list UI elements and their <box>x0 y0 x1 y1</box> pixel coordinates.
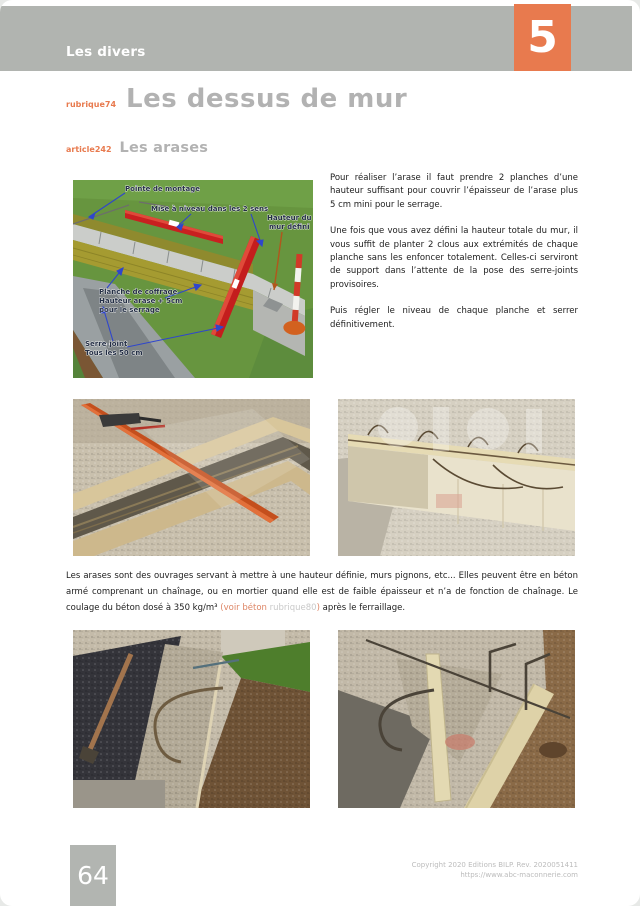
description-text-before: Les arases sont des ouvrages servant à mettre à une hauteur définie, murs pignons, etc... Elles peuvent être en béton armé comprenant un chaînage, ou en mortier quand elle est de faible épaisseur et n’a de fonction de chaînage. Le coulage du béton dosé à 350 kg/m³ <box>66 571 578 613</box>
rubrique-ref-label: rubrique74 <box>66 100 117 109</box>
article-title: Les arases <box>119 140 209 156</box>
diagram-label-hauteur-line1: Hauteur du <box>267 214 312 222</box>
arase-formwork-diagram <box>73 180 313 378</box>
rubrique80-ref: rubrique80 <box>269 603 317 613</box>
diagram-label-planche-line3: pour le serrage <box>99 306 160 314</box>
intro-paragraph-1: Pour réaliser l’arase il faut prendre 2 planches d’une hauteur suffisant pour couvrir l’épaisseur de l’arase plus 5 cm mini pour le serrage. <box>330 173 578 210</box>
footer-text <box>412 861 578 880</box>
photo-fresh-concrete-arase <box>73 630 310 808</box>
photo-formwork-with-level <box>73 399 310 556</box>
rubrique-heading-row <box>66 84 407 114</box>
intro-paragraph-2: Une fois que vous avez défini la hauteur totale du mur, il vous suffit de planter 2 clous aux extrémités de chaque planche sans les enfoncer totalement. Celles-ci serviront de support dans l’attente de la pose des serre-joints provisoires. <box>330 226 578 290</box>
description-paragraph <box>66 568 578 616</box>
diagram-label-pointe-de-montage: Pointe de montage <box>125 185 200 193</box>
diagram-label-hauteur-line2: mur défini <box>269 223 310 231</box>
see-beton-link[interactable]: (voir béton <box>220 603 267 613</box>
chapter-title: Les divers <box>66 44 146 60</box>
footer-copyright: Copyright 2020 Editions BILP. Rev. 2020051411 <box>411 861 578 869</box>
diagram-label-planche-line1: Planche de coffrage <box>99 288 178 296</box>
diagram-label-mise-a-niveau: Mise à niveau dans les 2 sens <box>151 205 269 213</box>
footer-website-link[interactable]: https://www.abc-maconnerie.com <box>460 870 578 879</box>
rubrique-title: Les dessus de mur <box>126 84 408 114</box>
photo-arase-corner-rebar <box>338 630 575 808</box>
see-beton-link-close: ) <box>316 603 320 613</box>
intro-text-column <box>330 172 578 345</box>
description-text-after: après le ferraillage. <box>319 603 406 613</box>
wall-face-shadow <box>73 780 165 808</box>
article-heading-row <box>66 140 208 156</box>
chapter-number-badge: 5 <box>514 4 571 71</box>
dirt-clump <box>539 742 567 758</box>
intro-paragraph-3: Puis régler le niveau de chaque planche et serrer définitivement. <box>330 306 578 330</box>
diagram-label-serre-joint-line2: Tous les 50 cm <box>85 349 143 357</box>
page-number-box: 64 <box>70 845 116 906</box>
diagram-label-serre-joint-line1: Serre-joint <box>85 340 128 348</box>
photo-arase-formwork-wall <box>338 399 575 556</box>
article-ref-label: article242 <box>66 145 112 154</box>
diagram-label-planche-line2: Hauteur arase + 5cm <box>99 297 183 305</box>
